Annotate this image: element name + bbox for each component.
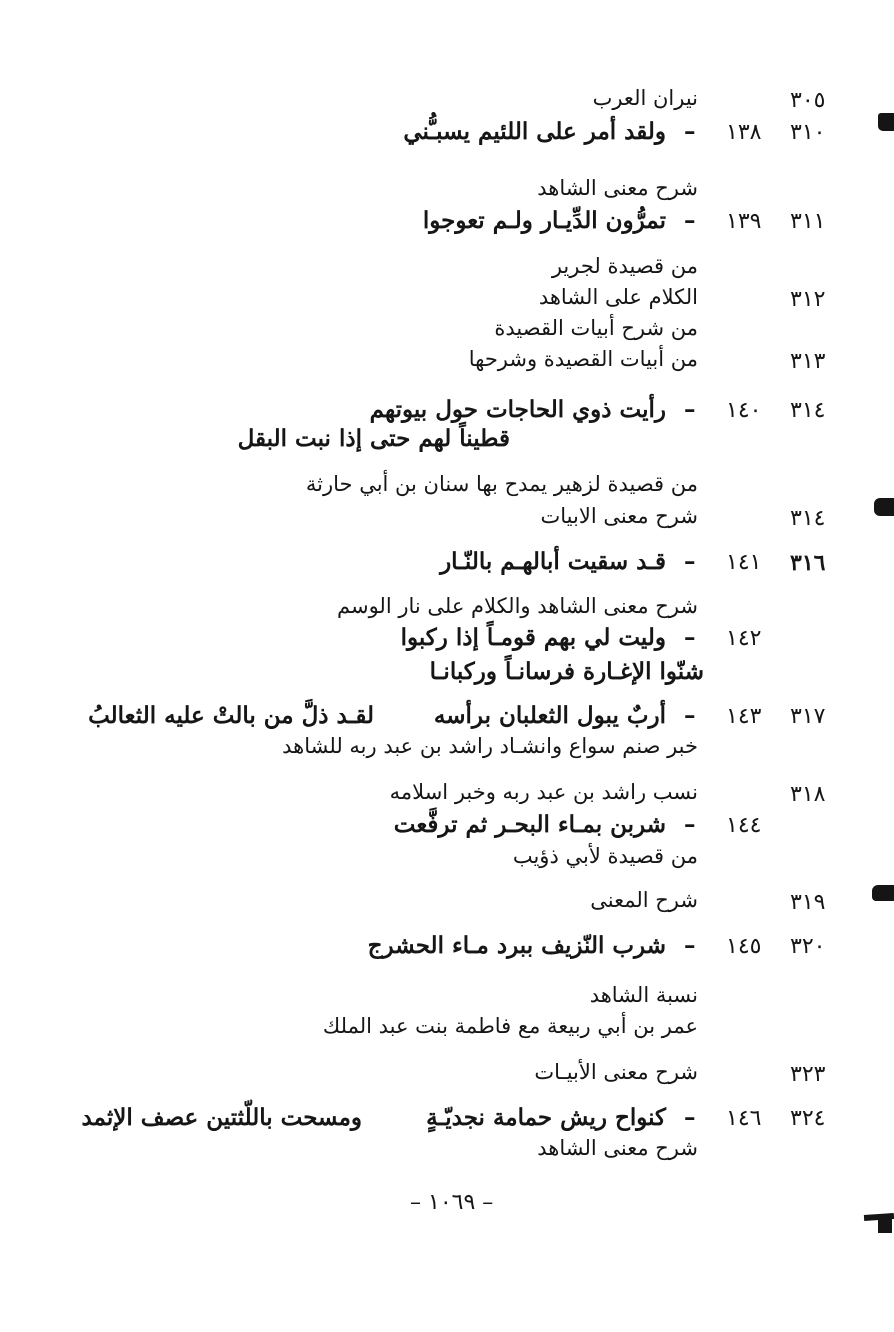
index-entry: شرح معنى الشاهد bbox=[537, 1136, 698, 1160]
dash: – bbox=[684, 932, 696, 959]
page-ref: ٣٠٥ bbox=[790, 88, 826, 113]
page-ref: ٣١٢ bbox=[790, 287, 826, 312]
index-entry: نيران العرب bbox=[592, 86, 698, 110]
verse-text: قـد سقيت أبالهـم بالنّـار bbox=[440, 548, 666, 575]
verse-text-second-hemistich: قطيناً لهم حتى إذا نبت البقل bbox=[237, 425, 510, 452]
verse-number: ١٣٩ bbox=[726, 209, 762, 234]
verse-text: شرب النّزيف ببرد مـاء الحشرج bbox=[367, 932, 666, 959]
dash: – bbox=[684, 118, 696, 145]
page-ref: ٣٢٣ bbox=[790, 1062, 826, 1087]
verse-number: ١٤٦ bbox=[726, 1106, 762, 1131]
page-ref: ٣١١ bbox=[790, 209, 826, 234]
verse-number: ١٣٨ bbox=[726, 120, 762, 145]
index-entry: شرح معنى الأبيـات bbox=[534, 1060, 698, 1084]
page-ref: ٣١٣ bbox=[790, 349, 826, 374]
dash: – bbox=[684, 548, 696, 575]
index-entry: من قصيدة لزهير يمدح بها سنان بن أبي حارثة bbox=[305, 472, 698, 496]
index-entry: شرح المعنى bbox=[590, 888, 698, 912]
verse-number: ١٤٠ bbox=[726, 398, 762, 423]
index-entry: خبر صنم سواع وانشـاد راشد بن عبد ربه للشاهد bbox=[282, 734, 698, 758]
index-entry: نسبة الشاهد bbox=[589, 983, 698, 1007]
verse-text: أربٌ يبول الثعلبان برأسه bbox=[433, 702, 666, 729]
page-number: – ١٠٦٩ – bbox=[410, 1190, 494, 1215]
verse-number: ١٤٣ bbox=[726, 704, 762, 729]
dash: – bbox=[684, 1104, 696, 1131]
page-ref: ٣١٦ bbox=[790, 550, 826, 576]
index-entry: شرح معنى الشاهد والكلام على نار الوسم bbox=[337, 594, 698, 618]
dash: – bbox=[684, 207, 696, 234]
page-ref: ٣١٤ bbox=[790, 398, 826, 423]
dash: – bbox=[684, 702, 696, 729]
verse-text: وليت لي بهم قومـاً إذا ركبوا bbox=[400, 624, 666, 651]
scan-mark bbox=[878, 113, 894, 131]
page-ref: ٣١٧ bbox=[790, 704, 826, 729]
index-entry: من قصيدة لأبي ذؤيب bbox=[512, 844, 698, 868]
verse-text-second-hemistich: ومسحت باللّثتين عصف الإثمد bbox=[81, 1104, 362, 1131]
page-ref: ٣١٨ bbox=[790, 782, 826, 807]
page-ref: ٣١٤ bbox=[790, 506, 826, 531]
verse-number: ١٤٢ bbox=[726, 626, 762, 651]
index-entry: من أبيات القصيدة وشرحها bbox=[468, 347, 698, 371]
page-ref: ٣٢٠ bbox=[790, 934, 826, 959]
verse-text: ولقد أمر على اللئيم يسبـُّني bbox=[403, 118, 666, 145]
scan-mark bbox=[874, 498, 894, 516]
verse-text: تمرُّون الدِّيـار ولـم تعوجوا bbox=[422, 207, 666, 234]
verse-text-second-hemistich: شنّوا الإغـارة فرسانـاً وركبانـا bbox=[429, 658, 704, 685]
verse-text: رأيت ذوي الحاجات حول بيوتهم bbox=[369, 396, 666, 423]
index-entry: شرح معنى الشاهد bbox=[537, 176, 698, 200]
index-entry: نسب راشد بن عبد ربه وخبر اسلامه bbox=[389, 780, 698, 804]
index-entry: شرح معنى الابيات bbox=[540, 504, 698, 528]
verse-text: شربن بمـاء البحـر ثم ترفَّعت bbox=[393, 811, 666, 838]
dash: – bbox=[684, 811, 696, 838]
verse-text-second-hemistich: لقـد ذلَّ من بالتْ عليه الثعالبُ bbox=[88, 702, 374, 729]
page-ref: ٣٢٤ bbox=[790, 1106, 826, 1131]
verse-text: كنواح ريش حمامة نجديّـةٍ bbox=[426, 1104, 666, 1131]
dash: – bbox=[684, 396, 696, 423]
index-entry: من شرح أبيات القصيدة bbox=[494, 316, 698, 340]
page-ref: ٣١٠ bbox=[790, 120, 826, 145]
verse-number: ١٤٤ bbox=[726, 813, 762, 838]
verse-number: ١٤٥ bbox=[726, 934, 762, 959]
verse-number: ١٤١ bbox=[726, 550, 762, 575]
scan-mark bbox=[872, 885, 894, 901]
index-entry: عمر بن أبي ربيعة مع فاطمة بنت عبد الملك bbox=[322, 1014, 698, 1038]
index-entry: الكلام على الشاهد bbox=[538, 285, 698, 309]
page-ref: ٣١٩ bbox=[790, 890, 826, 915]
dash: – bbox=[684, 624, 696, 651]
scan-mark bbox=[878, 1219, 892, 1233]
index-entry: من قصيدة لجرير bbox=[551, 254, 698, 278]
